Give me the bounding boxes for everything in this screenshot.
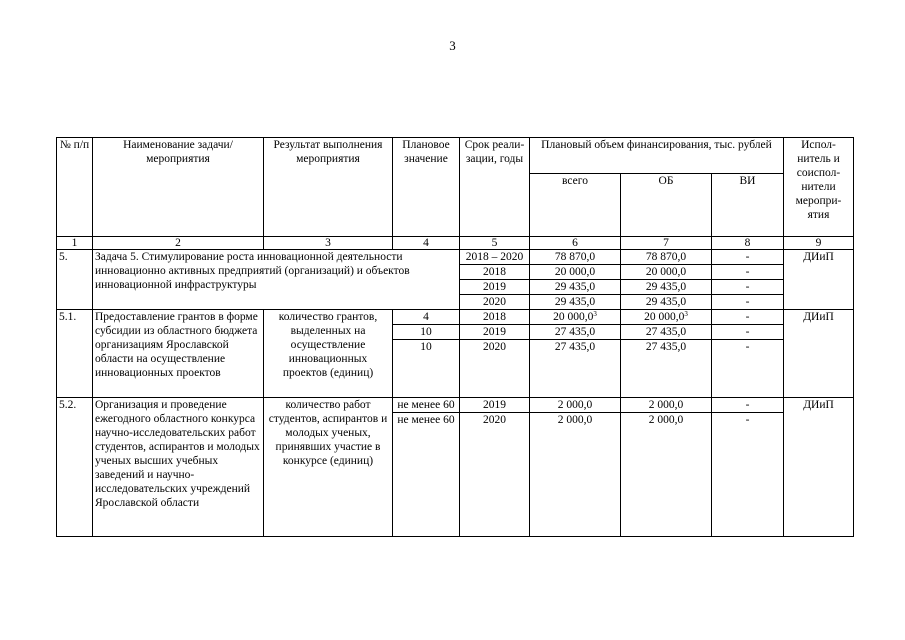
m52-total: 2 000,0 [530,413,621,537]
page-number: 3 [449,38,456,53]
header-period: Срок реали-зации, годы [460,138,530,237]
header-executor: Испол-нитель и соиспол-нители меропри-ятия [784,138,854,237]
column-number: 7 [621,237,712,250]
task5-vi: - [712,265,784,280]
header-num: № п/п [57,138,93,237]
m51-vi: - [712,310,784,325]
m51-plan: 10 [393,325,460,340]
column-number: 4 [393,237,460,250]
m51-ob [621,310,712,325]
task5-period: 2018 – 2020 [460,250,530,265]
footnote-mark: 3 [593,310,597,318]
m52-name: Организация и проведение ежегодного областного конкурса научно-исследовательских работ студентов, аспирантов и молодых ученых высших учебных заведений и научно-исследовательских учреждений Ярославской области [93,398,264,537]
task5-period: 2018 [460,265,530,280]
m51-total: 27 435,0 [530,325,621,340]
m51-ob-value: 20 000,0 [644,311,685,323]
m51-total: 27 435,0 [530,340,621,398]
m52-ob: 2 000,0 [621,413,712,537]
m51-period: 2019 [460,325,530,340]
column-number: 3 [264,237,393,250]
m52-ob: 2 000,0 [621,398,712,413]
column-number: 1 [57,237,93,250]
m51-vi: - [712,340,784,398]
column-number: 2 [93,237,264,250]
m51-period: 2020 [460,340,530,398]
m51-plan: 10 [393,340,460,398]
header-result: Результат выполнения мероприятия [264,138,393,237]
m52-period: 2019 [460,398,530,413]
footnote-mark: 3 [684,310,688,318]
m52-plan: не менее 60 [393,413,460,537]
task5-total: 29 435,0 [530,295,621,310]
m51-period: 2018 [460,310,530,325]
header-total: всего [530,174,621,237]
header-plan: Плановое значение [393,138,460,237]
task5-executor: ДИиП [784,250,854,310]
task5-ob: 20 000,0 [621,265,712,280]
m52-result: количество работ студентов, аспирантов и молодых ученых, принявших участие в конкурсе (единиц) [264,398,393,537]
header-vi: ВИ [712,174,784,237]
task5-num: 5. [57,250,93,310]
m52-vi: - [712,398,784,413]
table-row [57,398,854,413]
task5-vi: - [712,295,784,310]
m51-total [530,310,621,325]
m51-result: количество грантов, выделенных на осуществление инновационных проектов (единиц) [264,310,393,398]
m51-ob: 27 435,0 [621,325,712,340]
header-ob: ОБ [621,174,712,237]
m51-num: 5.1. [57,310,93,398]
m51-ob: 27 435,0 [621,340,712,398]
task5-vi: - [712,280,784,295]
column-number: 9 [784,237,854,250]
column-number: 5 [460,237,530,250]
task5-period: 2019 [460,280,530,295]
m51-total-value: 20 000,0 [553,311,594,323]
m52-num: 5.2. [57,398,93,537]
column-number: 6 [530,237,621,250]
header-funding: Плановый объем финансирования, тыс. рублей [530,138,784,174]
table-row [57,310,854,325]
task5-ob: 29 435,0 [621,295,712,310]
column-number: 8 [712,237,784,250]
table-row [57,250,854,265]
funding-table [56,137,854,537]
m52-period: 2020 [460,413,530,537]
task5-name: Задача 5. Стимулирование роста инновационной деятельности инновационно активных предприятий (организаций) и объектов инновационной инфраструктуры [93,250,460,310]
task5-total: 20 000,0 [530,265,621,280]
m52-plan: не менее 60 [393,398,460,413]
m51-name: Предоставление грантов в форме субсидии из областного бюджета организациям Ярославской области на осуществление инновационных проектов [93,310,264,398]
task5-period: 2020 [460,295,530,310]
m51-executor: ДИиП [784,310,854,398]
m51-plan: 4 [393,310,460,325]
m52-executor: ДИиП [784,398,854,537]
m52-total: 2 000,0 [530,398,621,413]
task5-total: 78 870,0 [530,250,621,265]
m51-vi: - [712,325,784,340]
column-number-row [57,237,854,250]
task5-vi: - [712,250,784,265]
task5-total: 29 435,0 [530,280,621,295]
header-name: Наименование задачи/мероприятия [93,138,264,237]
m52-vi: - [712,413,784,537]
task5-ob: 78 870,0 [621,250,712,265]
task5-ob: 29 435,0 [621,280,712,295]
